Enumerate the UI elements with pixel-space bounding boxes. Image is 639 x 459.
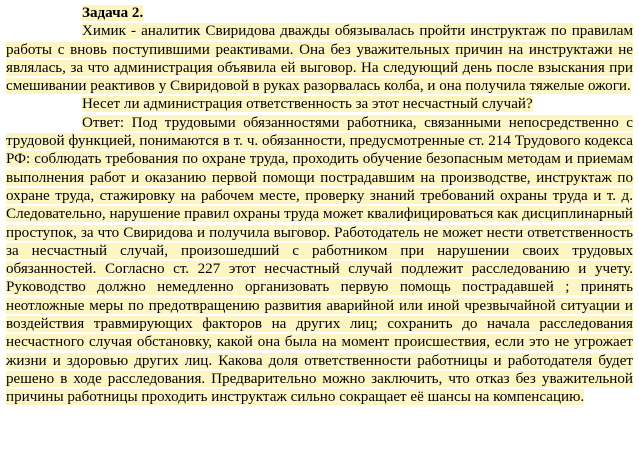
task-condition: Химик - аналитик Свиридова дважды обязывалась пройти инструктаж по правилам работы с вновь поступившими реактивами. Она без уважительных причин на инструктажи не являлась, за что администрация объявила ей выговор. На следующий день после взыскания при смешивании реактивов у Свиридовой в руках разорвалась колба, и она получила тяжелые ожоги. bbox=[6, 23, 633, 95]
task-title: Задача 2. bbox=[82, 5, 144, 21]
task-answer: Ответ: Под трудовыми обязанностями работника, связанными непосредственно с трудовой функцией, понимаются в т. ч. обязанности, предусмотренные ст. 214 Трудового кодекса РФ: соблюдать требования по охране труда, проходить обучение безопасным методам и приемам выполнения работ и оказанию первой помощи пострадавшим на производстве, инструктаж по охране труда, стажировку на рабочем месте, проверку знаний требований охраны труда и т. д. Следовательно, нарушение правил охраны труда может квалифицироваться как дисциплинарный проступок, за что Свиридова и получила выговор. Работодатель не может нести ответственность за несчастный случай, произошедший с работником при нарушении своих трудовых обязанностей. Согласно ст. 227 этот несчастный случай подлежит расследованию и учету. Руководство должно немедленно организовать первую помощь пострадавшей ; принять неотложные меры по предотвращению развития аварийной или иной чрезвычайной ситуации и воздействия травмирующих факторов на других лиц; сохранить до начала расследования несчастного случая обстановку, какой она была на момент происшествия, если это не угрожает жизни и здоровью других лиц. Какова доля ответственности работницы и работодателя будет решено в ходе расследования. Предварительно можно заключить, что отказ без уважительной причины работницы проходить инструктаж сильно сокращает её шансы на компенсацию. bbox=[6, 114, 633, 406]
task-question: Несет ли администрация ответственность за этот несчастный случай? bbox=[82, 96, 533, 113]
